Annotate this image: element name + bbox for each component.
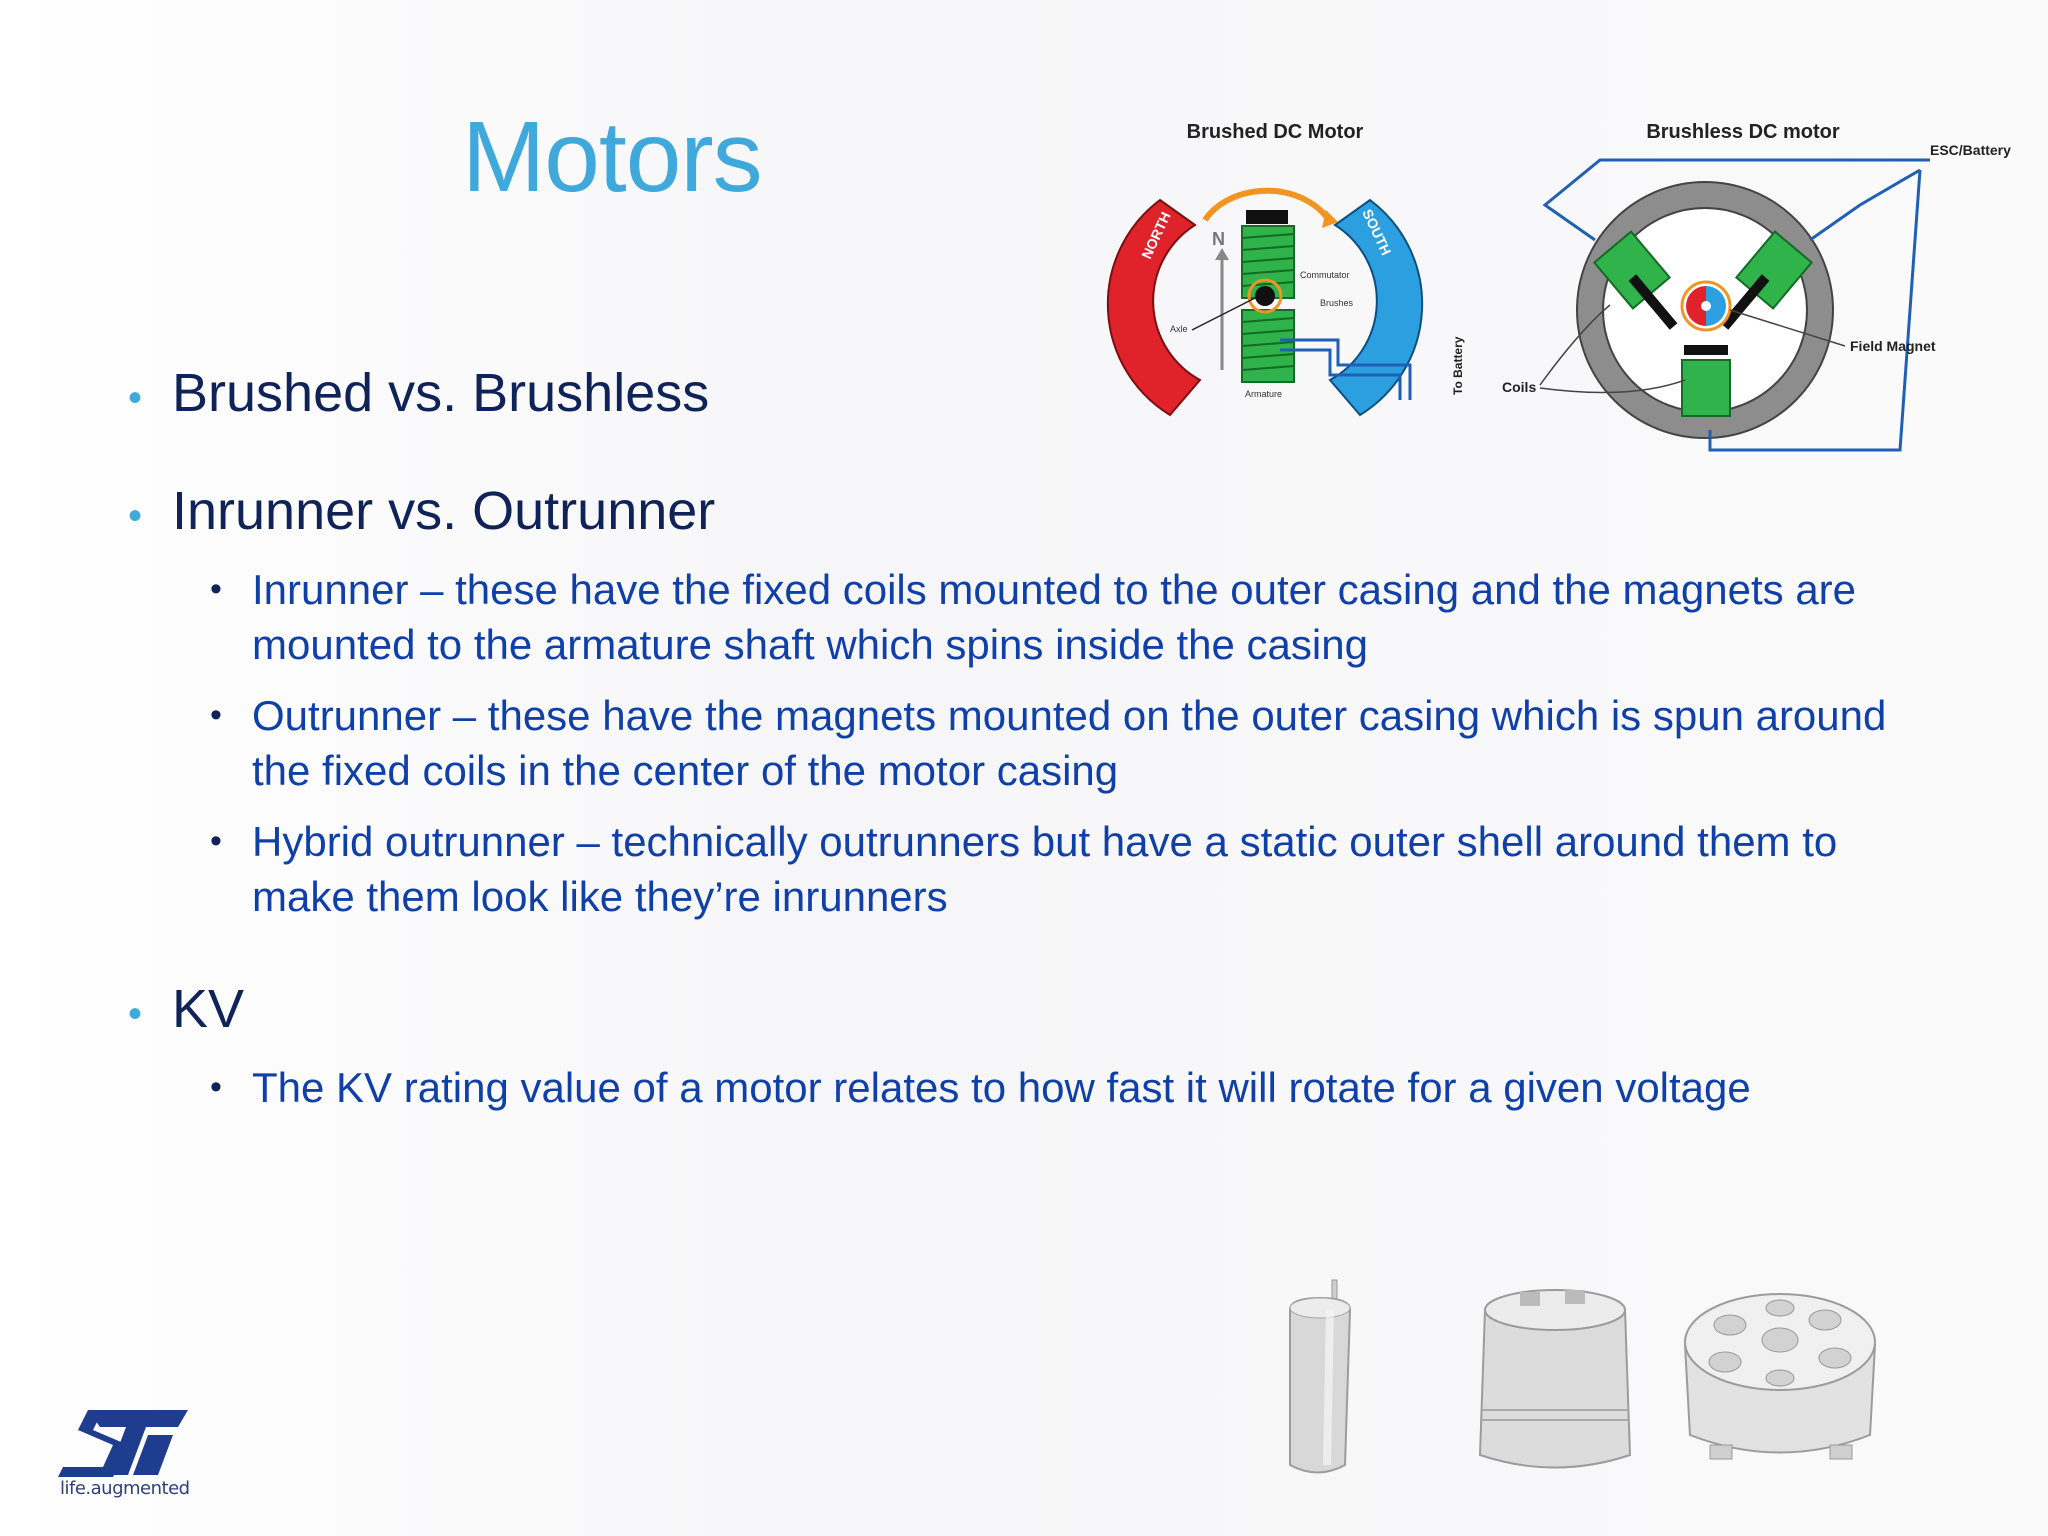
bullet-text: KV: [172, 979, 245, 1039]
armature-top: [1246, 210, 1288, 224]
logo-tagline: life.augmented: [60, 1478, 190, 1499]
north-label: NORTH: [1138, 209, 1174, 262]
brushes-label: Brushes: [1320, 298, 1354, 308]
bullet-text: Brushed vs. Brushless: [172, 363, 710, 423]
inrunner-motor-image: [1290, 1280, 1350, 1473]
bullet-inrunner-vs-outrunner: [128, 480, 715, 542]
motor-photos: [1270, 1270, 1910, 1500]
sub-bullet-kv: [210, 1060, 1930, 1115]
sub-bullet-text: Hybrid outrunner – technically outrunners but have a static outer shell around them to make them look like they’re inrunners: [252, 818, 1838, 920]
bullet-dot: •: [128, 494, 143, 538]
south-label: SOUTH: [1359, 206, 1395, 258]
sub-bullet-text: The KV rating value of a motor relates to how fast it will rotate for a given voltage: [252, 1064, 1751, 1111]
commutator-label: Commutator: [1300, 270, 1350, 280]
brushed-dc-motor-diagram: [1100, 110, 1500, 450]
sub-bullet-text: Inrunner – these have the fixed coils mounted to the outer casing and the magnets are mounted to the armature shaft which spins inside the casing: [252, 566, 1857, 668]
bullet-dot: •: [210, 1068, 222, 1106]
brushless-diagram-title: Brushless DC motor: [1646, 121, 1840, 143]
bullet-dot: •: [210, 696, 222, 734]
to-battery-label: To Battery: [1451, 336, 1465, 395]
sub-bullet-outrunner: [210, 688, 1930, 798]
armature-label: Armature: [1245, 389, 1283, 399]
esc-battery-label: ESC/Battery: [1930, 142, 2011, 158]
coils-label: Coils: [1502, 379, 1537, 395]
brushed-diagram-title: Brushed DC Motor: [1186, 121, 1364, 143]
bullet-text: Inrunner vs. Outrunner: [172, 481, 716, 541]
n-label: N: [1212, 229, 1225, 249]
slide-title: Motors: [462, 101, 762, 213]
bullet-dot: •: [128, 376, 143, 420]
sub-bullet-inrunner: [210, 562, 1930, 672]
brushless-dc-motor-diagram: [1500, 110, 2030, 460]
bullet-dot: •: [210, 822, 222, 860]
bullet-dot: •: [210, 570, 222, 608]
hybrid-outrunner-image: [1480, 1290, 1630, 1468]
bullet-kv: [128, 978, 244, 1040]
outrunner-motor-image: [1685, 1294, 1875, 1459]
field-magnet-label: Field Magnet: [1850, 338, 1936, 354]
bullet-brushed-vs-brushless: [128, 362, 709, 424]
axle-label: Axle: [1170, 324, 1188, 334]
sub-bullet-hybrid: [210, 814, 1930, 924]
bullet-dot: •: [128, 992, 143, 1036]
axle-dot: [1255, 286, 1275, 306]
sub-bullet-text: Outrunner – these have the magnets mounted on the outer casing which is spun around the fixed coils in the center of the motor casing: [252, 692, 1887, 794]
